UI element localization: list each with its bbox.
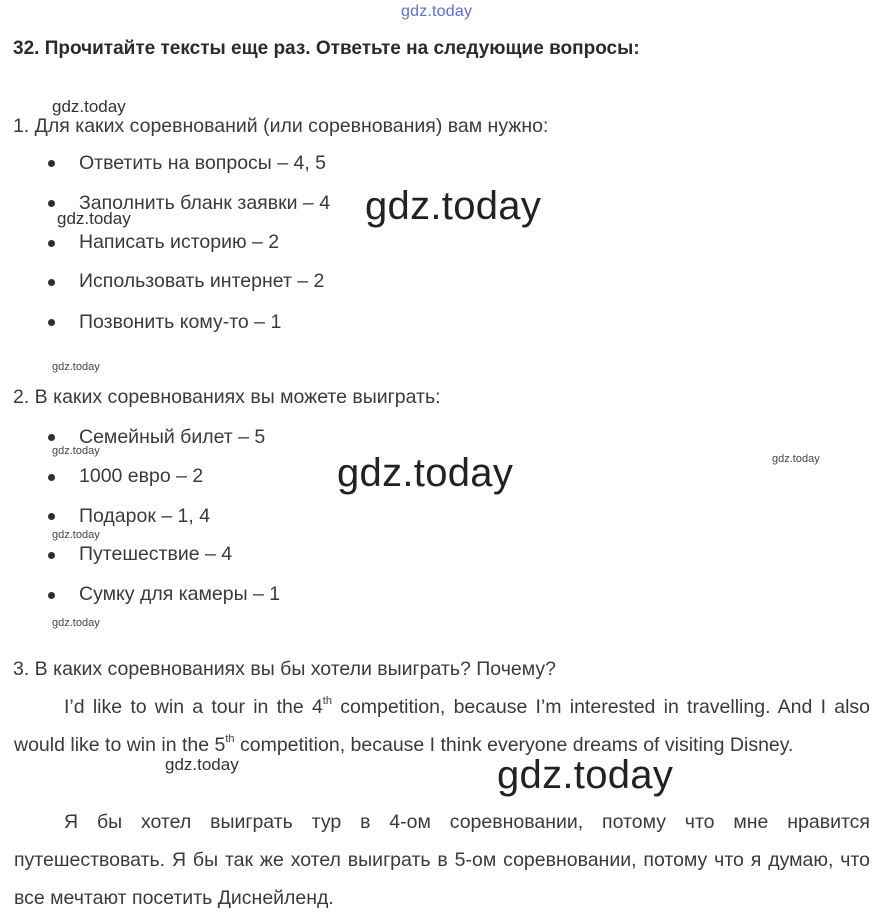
watermark: gdz.today [401, 3, 473, 20]
watermark: gdz.today [772, 453, 820, 465]
bullet-icon [48, 240, 55, 247]
question-2: 2. В каких соревнованиях вы можете выиграть: [13, 386, 441, 408]
list-item: Путешествие – 4 [79, 543, 233, 565]
watermark: gdz.today [365, 184, 542, 228]
list-item: Написать историю – 2 [79, 231, 280, 253]
watermark: gdz.today [52, 97, 126, 116]
watermark: gdz.today [337, 451, 514, 495]
bullet-icon [48, 552, 55, 559]
list-item: Использовать интернет – 2 [79, 270, 325, 292]
watermark: gdz.today [52, 361, 100, 373]
bullet-icon [48, 279, 55, 286]
list-item: Семейный билет – 5 [79, 426, 266, 448]
question-1: 1. Для каких соревнований (или соревнования) вам нужно: [13, 115, 549, 137]
list-item: Подарок – 1, 4 [79, 505, 211, 527]
list-item: Ответить на вопросы – 4, 5 [79, 152, 327, 174]
answer-paragraph-ru: Я бы хотел выиграть тур в 4-ом соревновании, потому что мне нравится путешествовать. Я бы так же хотел выиграть в 5-ом соревновании, потому что я думаю, что все мечтают посетить Диснейленд. [14, 811, 870, 909]
bullet-icon [48, 319, 55, 326]
bullet-icon [48, 513, 55, 520]
watermark: gdz.today [57, 209, 131, 228]
bullet-icon [48, 592, 55, 599]
watermark: gdz.today [52, 445, 100, 457]
bullet-icon [48, 160, 55, 167]
list-item: Сумку для камеры – 1 [79, 583, 281, 605]
bullet-icon [48, 200, 55, 207]
bullet-icon [48, 434, 55, 441]
watermark: gdz.today [497, 753, 674, 797]
question-3: 3. В каких соревнованиях вы бы хотели выиграть? Почему? [13, 658, 556, 680]
answer-paragraph-en: I’d like to win a tour in the 4th competition, because I’m interested in travelling. And I also would like to win in the 5th competition, because I think everyone dreams of visiting Disney. [14, 695, 870, 756]
page-title: 32. Прочитайте тексты еще раз. Ответьте на следующие вопросы: [13, 38, 640, 59]
watermark: gdz.today [165, 755, 239, 774]
list-item: Позвонить кому-то – 1 [79, 311, 282, 333]
bullet-icon [48, 474, 55, 481]
list-item: 1000 евро – 2 [79, 465, 204, 487]
watermark: gdz.today [52, 617, 100, 629]
watermark: gdz.today [52, 529, 100, 541]
list-item: Заполнить бланк заявки – 4 [79, 192, 331, 214]
